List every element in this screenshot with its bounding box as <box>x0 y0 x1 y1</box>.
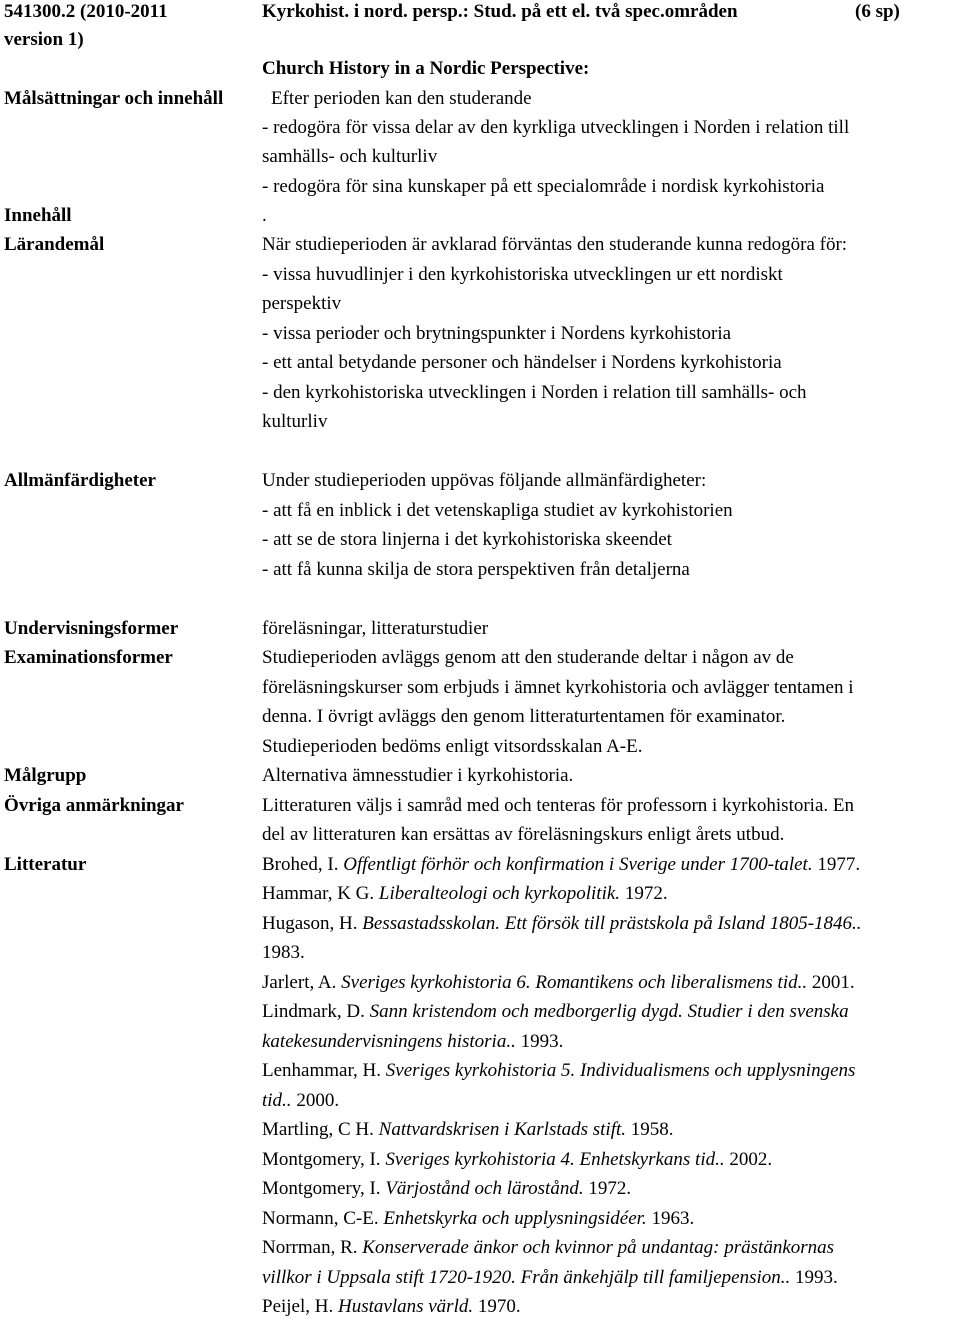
malsattningar-line: - redogöra för sina kunskaper på ett specialområde i nordisk kyrkohistoria <box>262 176 825 197</box>
reference <box>262 1059 855 1083</box>
label-examinationsformer: Examinationsformer <box>4 647 173 668</box>
allmanfardigheter-line: - att få en inblick i det vetenskapliga studiet av kyrkohistorien <box>262 500 733 521</box>
reference <box>262 971 855 995</box>
reference <box>262 882 668 906</box>
larandemal-line: - ett antal betydande personer och händelser i Nordens kyrkohistoria <box>262 352 782 373</box>
innehall-value: . <box>262 205 267 226</box>
ovriga-line: Litteraturen väljs i samråd med och tenteras för professorn i kyrkohistoria. En <box>262 795 854 816</box>
reference-author: Peijel, H. <box>262 1296 338 1317</box>
reference-title-continued: tid.. <box>262 1090 292 1111</box>
reference-year: 1963. <box>646 1208 695 1229</box>
reference-title: Liberalteologi och kyrkopolitik. <box>378 883 621 904</box>
examinationsformer-line: Studieperioden avläggs genom att den studerande deltar i någon av de <box>262 647 794 668</box>
malsattningar-line: samhälls- och kulturliv <box>262 146 438 167</box>
label-allmanfardigheter: Allmänfärdigheter <box>4 470 156 491</box>
reference <box>262 1295 521 1319</box>
malgrupp-value: Alternativa ämnesstudier i kyrkohistoria. <box>262 765 574 786</box>
reference-year: 2000. <box>291 1090 340 1111</box>
reference-author: Hammar, K G. <box>262 883 379 904</box>
reference-author: Brohed, I. <box>262 854 344 875</box>
examinationsformer-line: denna. I övrigt avläggs den genom litteraturtentamen för examinator. <box>262 706 786 727</box>
allmanfardigheter-line: - att se de stora linjerna i det kyrkohistoriska skeendet <box>262 529 672 550</box>
reference-author: Montgomery, I. <box>262 1149 386 1170</box>
reference-title-continued: katekesundervisningens historia.. <box>262 1031 516 1052</box>
reference-continuation <box>262 1030 563 1054</box>
reference <box>262 1177 631 1201</box>
allmanfardigheter-line: - att få kunna skilja de stora perspektiven från detaljerna <box>262 559 690 580</box>
reference-title: Offentligt förhör och konfirmation i Sverige under 1700-talet. <box>343 854 813 875</box>
examinationsformer-line: föreläsningskurser som erbjuds i ämnet kyrkohistoria och avlägger tentamen i <box>262 677 854 698</box>
examinationsformer-line: Studieperioden bedöms enligt vitsordsskalan A-E. <box>262 736 643 757</box>
reference-title-continued: villkor i Uppsala stift 1720-1920. Från änkehjälp till familjepension.. <box>262 1267 791 1288</box>
reference-title: Sveriges kyrkohistoria 5. Individualismens och upplysningens <box>385 1060 856 1081</box>
label-larandemal: Lärandemål <box>4 234 105 255</box>
reference-year: 1958. <box>626 1119 674 1140</box>
reference-title: Sveriges kyrkohistoria 6. Romantikens och liberalismens tid.. <box>341 972 808 993</box>
reference <box>262 912 862 936</box>
label-malgrupp: Målgrupp <box>4 765 87 786</box>
reference-continuation <box>262 941 305 965</box>
larandemal-line: - vissa huvudlinjer i den kyrkohistoriska utvecklingen ur ett nordiskt <box>262 264 783 285</box>
reference-year: 1977. <box>812 854 861 875</box>
reference-continuation <box>262 1266 838 1290</box>
reference-title: Nattvardskrisen i Karlstads stift. <box>378 1119 627 1140</box>
reference-year: 1972. <box>620 883 668 904</box>
reference-title: Sveriges kyrkohistoria 4. Enhetskyrkans tid.. <box>385 1149 725 1170</box>
reference-title: Sann kristendom och medborgerlig dygd. Studier i den svenska <box>369 1001 849 1022</box>
label-litteratur: Litteratur <box>4 854 87 875</box>
ovriga-line: del av litteraturen kan ersättas av föreläsningskurs enligt årets utbud. <box>262 824 785 845</box>
reference-year: 1993. <box>790 1267 838 1288</box>
reference-year: 1970. <box>473 1296 521 1317</box>
reference-year: 1983. <box>262 942 305 963</box>
course-credits: (6 sp) <box>855 1 900 22</box>
course-title-english: Church History in a Nordic Perspective: <box>262 58 590 79</box>
reference-author: Normann, C-E. <box>262 1208 384 1229</box>
label-innehall: Innehåll <box>4 205 72 226</box>
larandemal-line: perspektiv <box>262 293 342 314</box>
reference-title: Hustavlans värld. <box>338 1296 474 1317</box>
undervisningsformer-value: föreläsningar, litteraturstudier <box>262 618 489 639</box>
reference-year: 2001. <box>807 972 855 993</box>
course-version: version 1) <box>4 29 84 50</box>
malsattningar-line: Efter perioden kan den studerande <box>271 88 532 109</box>
reference <box>262 1148 772 1172</box>
reference-author: Montgomery, I. <box>262 1178 386 1199</box>
reference-continuation <box>262 1089 339 1113</box>
reference <box>262 1118 674 1142</box>
label-ovriga-anmarkningar: Övriga anmärkningar <box>4 795 184 816</box>
course-title-swedish: Kyrkohist. i nord. persp.: Stud. på ett el. två spec.områden <box>262 1 738 22</box>
reference-title: Konserverade änkor och kvinnor på undantag: prästänkornas <box>362 1237 835 1258</box>
reference-author: Lindmark, D. <box>262 1001 370 1022</box>
larandemal-line: - den kyrkohistoriska utvecklingen i Norden i relation till samhälls- och <box>262 382 807 403</box>
malsattningar-line: - redogöra för vissa delar av den kyrkliga utvecklingen i Norden i relation till <box>262 117 850 138</box>
reference-author: Martling, C H. <box>262 1119 379 1140</box>
reference <box>262 1000 849 1024</box>
reference-title: Enhetskyrka och upplysningsidéer. <box>383 1208 647 1229</box>
reference <box>262 853 860 877</box>
reference <box>262 1207 694 1231</box>
reference-author: Lenhammar, H. <box>262 1060 386 1081</box>
course-code: 541300.2 (2010-2011 <box>4 1 168 22</box>
label-undervisningsformer: Undervisningsformer <box>4 618 179 639</box>
larandemal-line: - vissa perioder och brytningspunkter i Nordens kyrkohistoria <box>262 323 732 344</box>
reference-year: 1993. <box>515 1031 564 1052</box>
reference-year: 2002. <box>724 1149 773 1170</box>
reference <box>262 1236 834 1260</box>
reference-title: Bessastadsskolan. Ett försök till prästskola på Island 1805-1846.. <box>362 913 862 934</box>
reference-author: Jarlert, A. <box>262 972 342 993</box>
larandemal-line: När studieperioden är avklarad förväntas den studerande kunna redogöra för: <box>262 234 848 255</box>
allmanfardigheter-line: Under studieperioden uppövas följande allmänfärdigheter: <box>262 470 707 491</box>
reference-year: 1972. <box>583 1178 632 1199</box>
label-malsattningar: Målsättningar och innehåll <box>4 88 224 109</box>
larandemal-line: kulturliv <box>262 411 328 432</box>
reference-author: Hugason, H. <box>262 913 363 934</box>
reference-title: Värjostånd och lärostånd. <box>385 1178 584 1199</box>
reference-author: Norrman, R. <box>262 1237 363 1258</box>
